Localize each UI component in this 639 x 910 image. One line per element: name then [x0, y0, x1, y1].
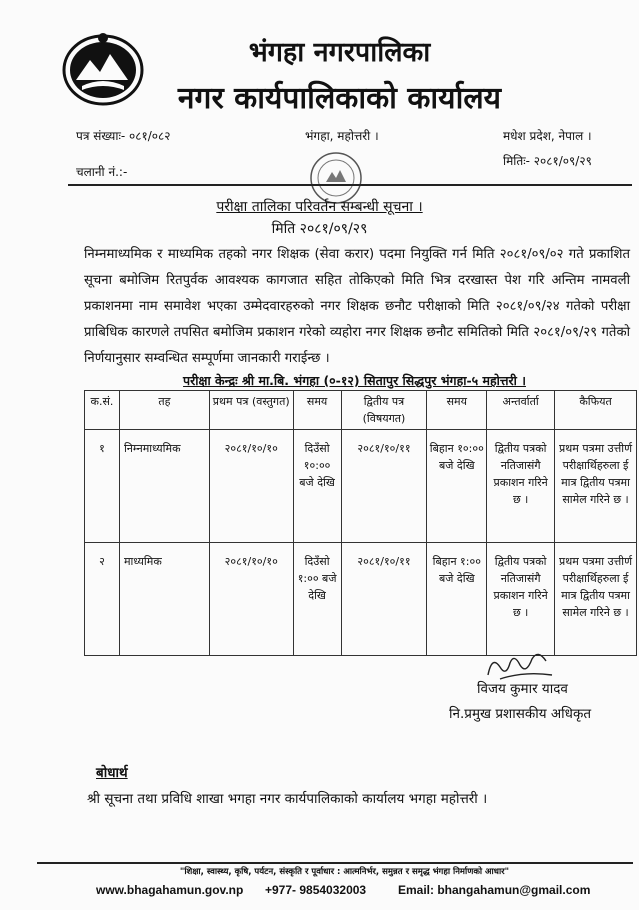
cell-level: निम्नमाध्यमिक	[119, 430, 209, 543]
header-level: तह	[119, 391, 209, 430]
header-time-2: समय	[427, 391, 487, 430]
footer-slogan: "शिक्षा, स्वास्थ्य, कृषि, पर्यटन, संस्कृति र पूर्वाधार : आत्मनिर्भर, समुन्नत र समृद्ध भंगहा निर्माणको आधार"	[179, 867, 510, 877]
cell-second-paper-time: बिहान १:०० बजे देखि	[427, 543, 487, 656]
header-interview: अन्तर्वार्ता	[487, 391, 555, 430]
exam-center: परीक्षा केन्द्रः श्री मा.बि. भंगहा (०-१२) सितापुर सिद्धपुर भंगहा-५ महोत्तरी ।	[183, 373, 526, 388]
cell-interview: द्वितीय पत्रको नतिजासंगै प्रकाशन गरिने छ ।	[487, 430, 555, 543]
cc-recipient: श्री सूचना तथा प्रविधि शाखा भगहा नगर कार्यपालिकाको कार्यालय भगहा महोत्तरी ।	[87, 791, 488, 807]
header-divider	[68, 184, 632, 186]
cell-serial: १	[85, 430, 120, 543]
header-second-paper: द्वितीय पत्र (विषयगत)	[341, 391, 427, 430]
cell-remarks: प्रथम पत्रमा उत्तीर्ण परीक्षार्थिहरुला ई मात्र द्वितीय पत्रमा सामेल गरिने छ ।	[555, 543, 637, 656]
letter-date: मितिः- २०८१/०९/२९	[503, 154, 592, 168]
notice-body: निम्नमाध्यमिक र माध्यमिक तहको नगर शिक्षक (सेवा करार) पदमा नियुक्ति गर्न मिति २०८१/०९/०२ गते प्रकाशित सूचना बमोजिम रितपुर्वक आवश्यक कागजात सहित तोकिएको मिति भित्र दरखास्त पेश गरि अन्तिम नामवली प्रकाशनमा नाम समावेश भएका उम्मेदवारहरुको नगर शिक्षक छनौट परीक्षाको मिति २०८१/०९/२४ गतेको परीक्षा प्राबिधिक कारणले तपसित बमोजिम प्रकाशन गरेको व्यहोरा नगर शिक्षक छनौट समितिको मिति २०८१/०९/२९ गतेको निर्णयानुसार सम्वन्धित सम्पूर्णमा जानकारी गराईन्छ ।	[84, 247, 630, 366]
cell-first-paper-date: २०८१/१०/१०	[209, 430, 293, 543]
footer-divider	[37, 862, 633, 864]
table-header-row	[85, 391, 637, 430]
footer-website: www.bhagahamun.gov.np	[96, 883, 244, 897]
cell-level: माध्यमिक	[119, 543, 209, 656]
signatory-title: नि.प्रमुख प्रशासकीय अधिकृत	[449, 706, 592, 722]
cell-first-paper-date: २०८१/१०/१०	[209, 543, 293, 656]
header-serial: क.सं.	[85, 391, 120, 430]
signatory-name: विजय कुमार यादव	[477, 681, 568, 697]
exam-schedule-table	[84, 390, 637, 656]
notice-date: मिति २०८१/०९/२९	[271, 221, 368, 237]
cell-first-paper-time: दिउँसो १:०० बजे देखि	[293, 543, 341, 656]
cell-first-paper-time: दिउँसो १०:०० बजे देखि	[293, 430, 341, 543]
cell-remarks: प्रथम पत्रमा उत्तीर्ण परीक्षार्थिहरुला ई मात्र द्वितीय पत्रमा सामेल गरिने छ ।	[555, 430, 637, 543]
header-first-paper: प्रथम पत्र (वस्तुगत)	[209, 391, 293, 430]
province-text: मधेश प्रदेश, नेपाल ।	[503, 129, 592, 143]
office-name: नगर कार्यपालिकाको कार्यालय	[177, 81, 502, 116]
header-remarks: कैफियत	[555, 391, 637, 430]
cell-interview: द्वितीय पत्रको नतिजासंगै प्रकाशन गरिने छ ।	[487, 543, 555, 656]
reference-number: पत्र संख्याः- ०८१/०८२	[76, 129, 171, 143]
footer-phone: +977- 9854032003	[265, 883, 367, 897]
notice-subject: परीक्षा तालिका परिवर्तन सम्बन्धी सूचना ।	[216, 199, 423, 215]
footer-email: Email: bhangahamun@gmail.com	[398, 883, 591, 897]
cell-second-paper-date: २०८१/१०/११	[341, 543, 427, 656]
cell-serial: २	[85, 543, 120, 656]
header-time-1: समय	[293, 391, 341, 430]
dispatch-number: चलानी नं.:-	[76, 165, 128, 179]
table-row	[85, 543, 637, 656]
table-row	[85, 430, 637, 543]
cc-heading: बोधार्थ	[96, 765, 128, 781]
cell-second-paper-time: बिहान १०:०० बजे देखि	[427, 430, 487, 543]
cell-second-paper-date: २०८१/१०/११	[341, 430, 427, 543]
office-place: भंगहा, महोत्तरी ।	[305, 129, 379, 143]
municipality-name: भंगहा नगरपालिका	[248, 37, 431, 68]
